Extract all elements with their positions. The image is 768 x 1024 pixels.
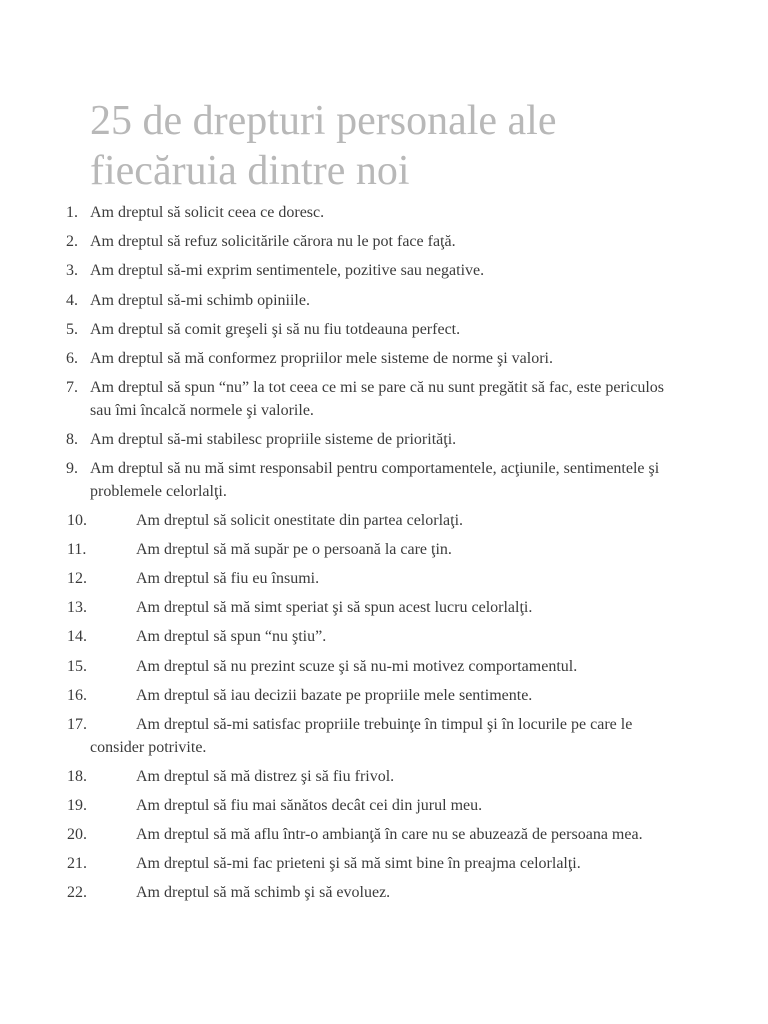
list-item (0, 568, 768, 591)
list-item (0, 202, 768, 225)
item-text: Am dreptul să iau decizii bazate pe propriile mele sentimente. (136, 686, 533, 704)
rights-list (0, 202, 768, 912)
item-number: 10. (67, 511, 87, 529)
list-item (0, 714, 768, 759)
item-number: 18. (67, 767, 87, 785)
list-item (0, 319, 768, 342)
item-text: Am dreptul să mă schimb şi să evoluez. (136, 884, 391, 902)
item-number: 20. (67, 826, 87, 844)
document-title: 25 de drepturi personale ale fiecăruia dintre noi (90, 98, 557, 194)
list-item (0, 429, 768, 452)
item-number: 17. (67, 716, 87, 733)
item-number: 22. (67, 884, 87, 902)
list-item (0, 685, 768, 708)
item-text: Am dreptul să fiu mai sănătos decât cei din jurul meu. (136, 796, 483, 814)
item-text: Am dreptul să mă conformez propriilor mele sisteme de norme şi valori. (90, 349, 553, 367)
list-item (0, 260, 768, 283)
list-item (0, 290, 768, 313)
item-text: Am dreptul să mă aflu într-o ambianţă în care nu se abuzează de persoana mea. (136, 826, 643, 844)
item-number: 3. (66, 262, 78, 280)
item-text: Am dreptul să-mi stabilesc propriile sisteme de priorităţi. (90, 430, 457, 448)
list-item (0, 795, 768, 818)
item-text: Am dreptul să mă supăr pe o persoană la care ţin. (136, 540, 452, 558)
item-number: 2. (66, 233, 78, 251)
item-text: Am dreptul să solicit onestitate din partea celorlaţi. (136, 511, 464, 529)
item-number: 11. (67, 540, 87, 558)
item-text: Am dreptul să fiu eu însumi. (136, 570, 320, 588)
list-item (0, 377, 768, 422)
list-item (0, 853, 768, 876)
item-text: Am dreptul să solicit ceea ce doresc. (90, 204, 325, 221)
item-text: Am dreptul să-mi satisfac propriile trebuinţe în timpul şi în locurile pe care le consider potrivite. (90, 716, 633, 756)
item-number: 5. (66, 320, 78, 338)
item-number: 8. (66, 430, 78, 448)
list-item (0, 626, 768, 649)
item-text: Am dreptul să comit greşeli şi să nu fiu totdeauna perfect. (90, 320, 461, 338)
item-number: 9. (66, 460, 78, 477)
list-item (0, 539, 768, 562)
item-text: Am dreptul să-mi exprim sentimentele, pozitive sau negative. (90, 262, 485, 280)
list-item (0, 824, 768, 847)
item-number: 19. (67, 796, 87, 814)
list-item (0, 766, 768, 789)
item-text: Am dreptul să nu prezint scuze şi să nu-mi motivez comportamentul. (136, 657, 578, 675)
item-number: 4. (66, 291, 78, 309)
item-text: Am dreptul să nu mă simt responsabil pentru comportamentele, acţiunile, sentimentele şi problemele celorlalţi. (90, 460, 660, 500)
item-number: 14. (67, 628, 87, 646)
item-text: Am dreptul să spun “nu” la tot ceea ce mi se pare că nu sunt pregătit să fac, este periculos sau îmi încalcă normele şi valorile. (90, 379, 664, 419)
item-number: 21. (67, 855, 87, 873)
item-number: 13. (67, 599, 87, 617)
list-item (0, 882, 768, 905)
item-text: Am dreptul să-mi fac prieteni şi să mă simt bine în preajma celorlalţi. (136, 855, 581, 873)
list-item (0, 510, 768, 533)
list-item (0, 348, 768, 371)
item-text: Am dreptul să spun “nu ştiu”. (136, 628, 327, 646)
item-text: Am dreptul să-mi schimb opiniile. (90, 291, 310, 309)
item-text: Am dreptul să refuz solicitările cărora nu le pot face faţă. (90, 233, 456, 251)
item-text: Am dreptul să mă simt speriat şi să spun acest lucru celorlalţi. (136, 599, 533, 617)
item-number: 15. (67, 657, 87, 675)
item-number: 1. (66, 204, 78, 221)
list-item (0, 597, 768, 620)
list-item (0, 231, 768, 254)
item-number: 7. (66, 379, 78, 397)
item-number: 6. (66, 349, 78, 367)
list-item (0, 656, 768, 679)
item-number: 16. (67, 686, 87, 704)
item-number: 12. (67, 570, 87, 588)
item-text: Am dreptul să mă distrez şi să fiu frivol. (136, 767, 395, 785)
list-item (0, 458, 768, 503)
